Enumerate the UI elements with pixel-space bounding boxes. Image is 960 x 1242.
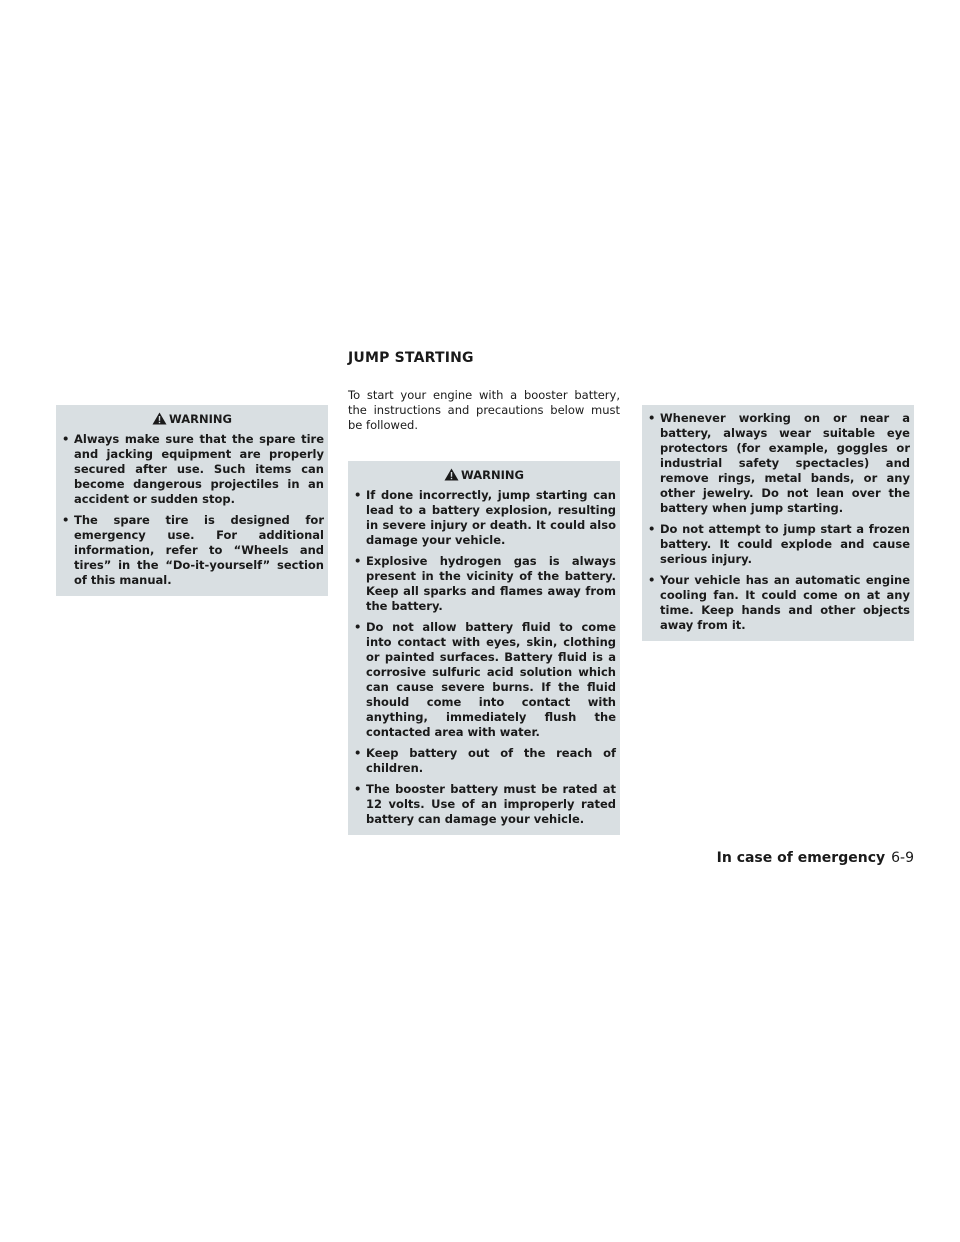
warning-label: WARNING: [169, 412, 232, 426]
warning-header: [352, 465, 616, 485]
warning-item: • Keep battery out of the reach of children.: [354, 746, 616, 775]
warning-header: [60, 409, 324, 429]
warning-triangle-icon: [444, 468, 459, 481]
warning-item: • Always make sure that the spare tire and jacking equipment are properly secured after use. Such items can become dangerous projectiles in an accident or sudden stop.: [62, 432, 324, 506]
warning-item: • Do not attempt to jump start a frozen battery. It could explode and cause serious injury.: [648, 522, 910, 566]
warning-list: [60, 432, 324, 588]
page-footer: [717, 850, 914, 866]
warning-box-middle: [348, 461, 620, 835]
warning-item: • The spare tire is designed for emergency use. For additional information, refer to “Wheels and tires” in the “Do-it-yourself” section of this manual.: [62, 513, 324, 587]
warning-item: • Explosive hydrogen gas is always present in the vicinity of the battery. Keep all sparks and flames away from the battery.: [354, 554, 616, 613]
warning-item: • Your vehicle has an automatic engine cooling fan. It could come on at any time. Keep hands and other objects away from it.: [648, 573, 910, 632]
warning-box-left: [56, 405, 328, 596]
warning-list: [646, 411, 910, 633]
warning-item: • The booster battery must be rated at 12 volts. Use of an improperly rated battery can damage your vehicle.: [354, 782, 616, 826]
warning-box-right: [642, 405, 914, 641]
warning-item: • If done incorrectly, jump starting can lead to a battery explosion, resulting in severe injury or death. It could also damage your vehicle.: [354, 488, 616, 547]
page-number: 6-9: [891, 850, 914, 866]
warning-list: [352, 488, 616, 827]
intro-paragraph: To start your engine with a booster battery, the instructions and precautions below must be followed.: [348, 388, 620, 432]
warning-item: • Whenever working on or near a battery, always wear suitable eye protectors (for example, goggles or industrial safety spectacles) and remove rings, metal bands, or any other jewelry. Do not lean over the battery when jump starting.: [648, 411, 910, 515]
section-title: JUMP STARTING: [348, 350, 474, 366]
warning-item: • Do not allow battery fluid to come into contact with eyes, skin, clothing or painted surfaces. Battery fluid is a corrosive sulfuric acid solution which can cause severe burns. If the fluid should come into contact with anything, immediately flush the contacted area with water.: [354, 620, 616, 739]
warning-triangle-icon: [152, 412, 167, 425]
warning-label: WARNING: [461, 468, 524, 482]
footer-section-name: In case of emergency: [716, 850, 886, 866]
